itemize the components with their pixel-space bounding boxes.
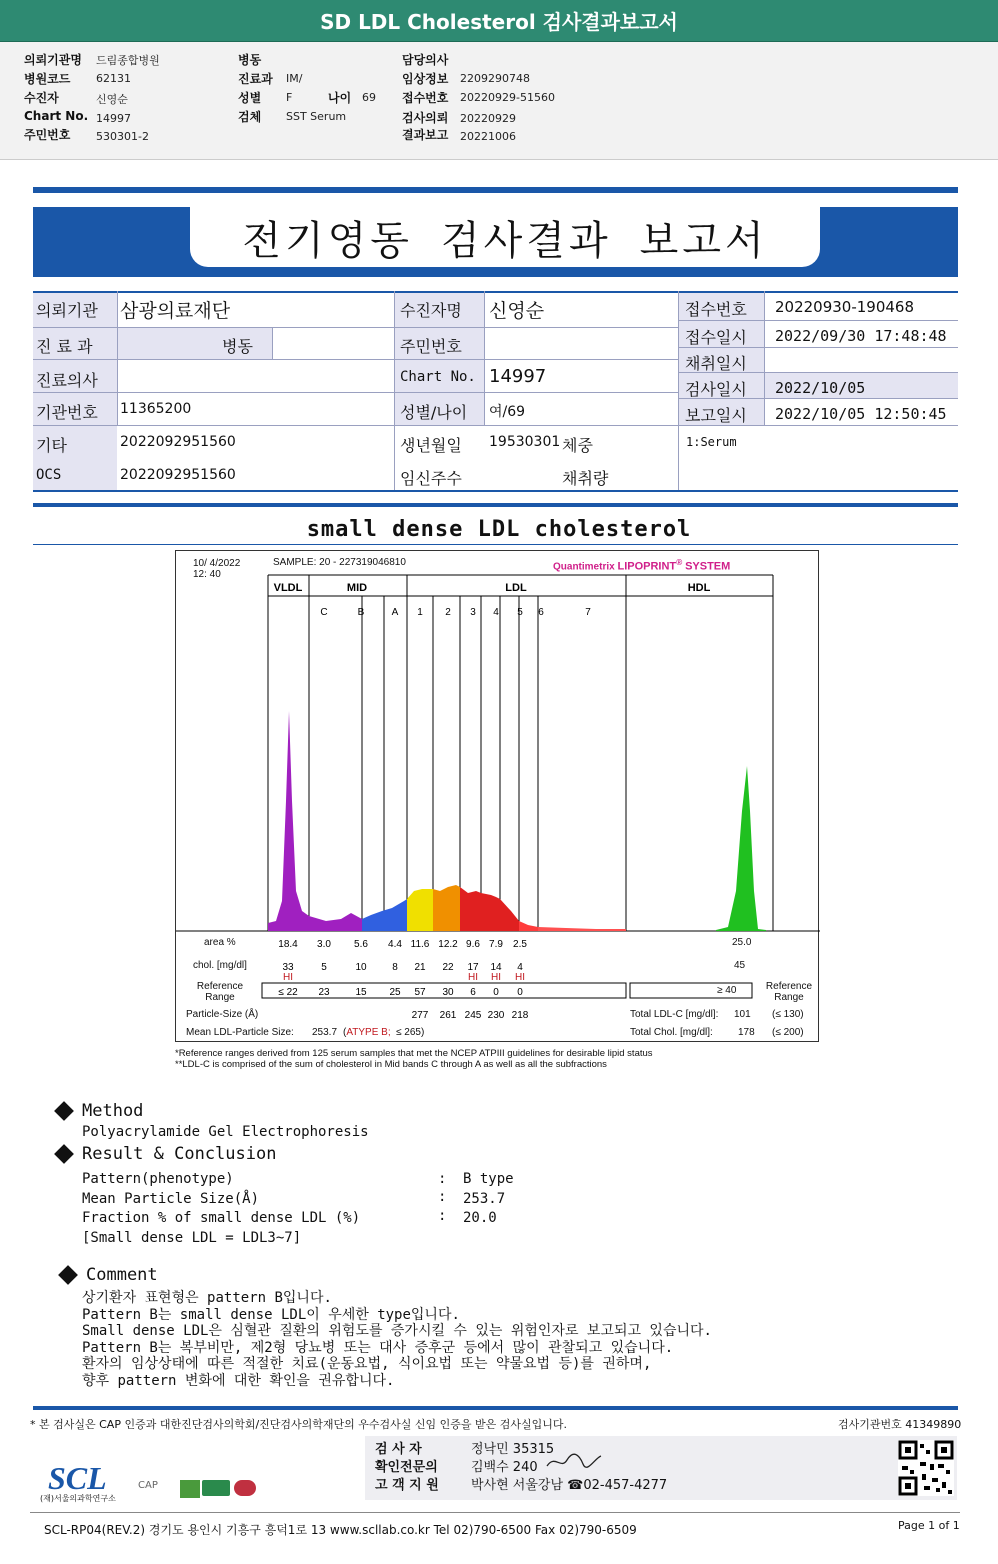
rcpt-no-value: 20220930-190468 [775, 298, 915, 316]
area-value: 3.0 [317, 939, 331, 950]
band-area [500, 899, 519, 931]
comment-line: Pattern B는 small dense LDL이 우세한 type입니다. [82, 1307, 460, 1323]
dob-label: 생년월일 [400, 436, 462, 455]
particle-size: 261 [439, 1010, 457, 1021]
electrophoresis-chart [175, 550, 819, 1042]
dept-label: 진 료 과 [36, 337, 93, 356]
info-label: 주민번호 [24, 128, 71, 142]
total-chol-label: Total Chol. [mg/dl]: [630, 1027, 713, 1038]
cert-logo-icon [234, 1480, 256, 1496]
chol-value: 10 [355, 962, 367, 973]
ref-value: 57 [414, 987, 426, 998]
total-ldl-label: Total LDL-C [mg/dl]: [630, 1009, 719, 1020]
info-value: 14997 [96, 112, 131, 125]
area-value: 4.4 [388, 939, 402, 950]
result-colon: : [438, 1189, 447, 1205]
reviewer-label: 확인전문의 [375, 1460, 438, 1475]
lab-logo-subtitle: (재)서울의과학연구소 [40, 1494, 116, 1503]
ref-value: ≤ 22 [278, 987, 298, 998]
info-value: 20221006 [460, 130, 516, 143]
result-value: 253.7 [463, 1191, 506, 1207]
comment-line: 상기환자 표현형은 pattern B입니다. [82, 1290, 332, 1306]
support-value: 박사현 서울강남 ☎02-457-4277 [471, 1478, 668, 1493]
inst-no-value: 11365200 [120, 401, 192, 417]
band-area [538, 927, 626, 931]
area-label: area % [204, 937, 236, 948]
method-title: Method [82, 1101, 144, 1121]
cert-note: * 본 검사실은 CAP 인증과 대한진단검사의학회/진단검사의학재단의 우수검사실 신임 인증을 받은 검사실입니다. [30, 1418, 568, 1431]
chart-plot [176, 551, 820, 1043]
info-value: 드림종합병원 [96, 54, 160, 67]
info-label: 수진자 [24, 91, 59, 105]
signature-icon [543, 1450, 603, 1472]
band-label: C [320, 607, 328, 618]
method-text: Polyacrylamide Gel Electrophoresis [82, 1124, 369, 1140]
band-label: A [391, 607, 399, 618]
report-title: 전기영동 검사결과 보고서 [190, 207, 820, 267]
group-label: VLDL [273, 582, 303, 594]
institution-value: 삼광의료재단 [120, 300, 231, 322]
mean-ref: ≤ 265) [396, 1027, 425, 1038]
chart-date: 10/ 4/2022 [193, 558, 241, 569]
ref-value: 25 [389, 987, 401, 998]
bullet-icon [54, 1101, 74, 1121]
hdl-ref: ≥ 40 [717, 985, 737, 996]
info-label: 진료과 [238, 72, 273, 86]
divider [33, 187, 958, 193]
info-value: SST Serum [286, 110, 347, 123]
hdl-area: 25.0 [732, 937, 752, 948]
hi-flag: HI [283, 972, 293, 983]
particle-size: 218 [511, 1010, 529, 1021]
patient-value: 신영순 [489, 300, 545, 322]
band-label: 4 [493, 607, 499, 618]
band-label: 6 [538, 607, 544, 618]
preg-label: 임신주수 [400, 469, 462, 488]
report-dt-label: 보고일시 [685, 406, 747, 425]
particle-size: 230 [487, 1010, 505, 1021]
info-value: 530301-2 [96, 130, 149, 143]
chol-label: chol. [mg/dl] [193, 960, 247, 971]
cert-logo-icon [202, 1480, 230, 1496]
rcpt-dt-value: 2022/09/30 17:48:48 [775, 327, 947, 345]
brand-right: LIPOPRINT [617, 560, 677, 573]
ref-label: Reference Range [196, 981, 244, 1003]
band-label: 7 [585, 607, 591, 618]
ref-value: 0 [517, 987, 523, 998]
chart-time: 12: 40 [193, 569, 221, 580]
chol-value: 8 [392, 962, 398, 973]
test-dt-value: 2022/10/05 [775, 379, 866, 397]
band-label: 3 [470, 607, 476, 618]
chol-value: 22 [442, 962, 454, 973]
inst-no-label: 기관번호 [36, 403, 98, 422]
result-key: Fraction % of small dense LDL (%) [82, 1210, 361, 1226]
lab-logo: SCL [48, 1460, 107, 1496]
area-value: 12.2 [438, 939, 458, 950]
mean-type: (ATYPE B; [343, 1027, 391, 1038]
info-label: 담당의사 [402, 53, 449, 67]
chart-footnote: *Reference ranges derived from 125 serum samples that met the NCEP ATPIII guidelines for desirable lipid status [175, 1048, 653, 1059]
col-line [272, 327, 273, 359]
particle-label: Particle-Size (Å) [186, 1009, 259, 1020]
result-title: Result & Conclusion [82, 1144, 277, 1164]
info-label: Chart No. [24, 109, 89, 123]
patient-label: 수진자명 [400, 301, 462, 320]
band-label: 5 [517, 607, 523, 618]
chol-value: 14 [490, 962, 502, 973]
divider [33, 503, 958, 507]
specimen-value: 1:Serum [686, 435, 737, 449]
info-label: 나이 [328, 91, 352, 105]
band-label: 2 [445, 607, 451, 618]
particle-size: 245 [464, 1010, 482, 1021]
col-line [678, 291, 679, 490]
ref-right-label: Reference Range [765, 981, 813, 1003]
band-area [460, 887, 481, 931]
comment-line: Pattern B는 복부비만, 제2형 당뇨병 또는 대사 증후군 등에서 많이 관찰되고 있습니다. [82, 1340, 674, 1356]
rcpt-dt-label: 접수일시 [685, 328, 747, 347]
row-line [33, 490, 958, 492]
area-value: 18.4 [278, 939, 298, 950]
band-label: B [357, 607, 365, 618]
comment-line: 향후 pattern 변화에 대한 확인을 권유합니다. [82, 1373, 395, 1389]
area-value: 11.6 [410, 939, 430, 950]
band-area [716, 766, 766, 931]
result-value: B type [463, 1171, 514, 1187]
brand-tail: SYSTEM [685, 560, 731, 573]
rcpt-no-label: 접수번호 [685, 300, 747, 319]
ref-value: 23 [318, 987, 330, 998]
section-title: small dense LDL cholesterol [306, 517, 692, 542]
reviewer-value: 김백수 240 [471, 1460, 538, 1475]
group-label: LDL [505, 582, 527, 594]
brand-left: Quantimetrix [553, 561, 615, 573]
request-info-panel [0, 42, 998, 160]
tester-label: 검 사 자 [375, 1442, 422, 1457]
lab-number: 검사기관번호 41349890 [838, 1418, 962, 1431]
ref-value: 0 [493, 987, 499, 998]
info-label: 접수번호 [402, 91, 449, 105]
area-value: 9.6 [466, 939, 480, 950]
mean-label: Mean LDL-Particle Size: [186, 1027, 294, 1038]
coll-dt-label: 채취일시 [685, 354, 747, 373]
chol-value: 17 [467, 962, 479, 973]
report-dt-value: 2022/10/05 12:50:45 [775, 405, 947, 423]
sexage-label: 성별/나이 [400, 403, 468, 422]
chart-footnote: **LDL-C is comprised of the sum of cholesterol in Mid bands C through A as well as all the subfractions [175, 1059, 607, 1070]
ocs-label: OCS [36, 467, 62, 483]
particle-size: 277 [411, 1010, 429, 1021]
band-area [407, 889, 433, 931]
col-line [484, 291, 485, 425]
etc-label: 기타 [36, 436, 67, 455]
hdl-chol: 45 [734, 960, 746, 971]
result-key: Mean Particle Size(Å) [82, 1191, 260, 1207]
chol-value: 33 [282, 962, 294, 973]
row-line [33, 392, 678, 393]
result-note: [Small dense LDL = LDL3~7] [82, 1230, 302, 1246]
signature-panel [365, 1436, 957, 1500]
band-area [309, 913, 362, 931]
info-label: 의뢰기관명 [24, 53, 82, 67]
chol-value: 5 [321, 962, 327, 973]
dept-value: 병동 [222, 337, 253, 356]
brand-reg: ® [676, 557, 683, 567]
divider [33, 544, 958, 545]
qr-code-icon [898, 1440, 954, 1496]
info-label: 병동 [238, 53, 262, 67]
lab-address: SCL-RP04(REV.2) 경기도 용인시 기흥구 흥덕1로 13 www.scllab.co.kr Tel 02)790-6500 Fax 02)790-6509 [44, 1523, 637, 1537]
info-value: 20220929-51560 [460, 91, 555, 104]
support-label: 고 객 지 원 [375, 1478, 439, 1493]
band-area [481, 893, 500, 931]
mean-type-text: ATYPE B; [346, 1027, 391, 1038]
col-line [394, 291, 395, 490]
comment-title: Comment [86, 1265, 158, 1285]
rrn-label: 주민번호 [400, 337, 462, 356]
ocs-value: 2022092951560 [120, 467, 236, 483]
etc-value: 2022092951560 [120, 434, 236, 450]
page-number: Page 1 of 1 [898, 1519, 960, 1532]
area-value: 2.5 [513, 939, 527, 950]
row-line [33, 359, 678, 360]
band-label: 1 [417, 607, 423, 618]
result-colon: : [438, 1208, 447, 1224]
col-line [764, 291, 765, 425]
result-key: Pattern(phenotype) [82, 1171, 234, 1187]
hi-flag: HI [491, 972, 501, 983]
info-label: 병원코드 [24, 72, 71, 86]
col-line [117, 291, 118, 425]
hi-flag: HI [468, 972, 478, 983]
group-label: HDL [687, 582, 711, 594]
row-line [33, 291, 958, 293]
info-value: IM/ [286, 72, 303, 85]
ref-value: 15 [355, 987, 367, 998]
chol-value: 21 [414, 962, 426, 973]
bullet-icon [58, 1265, 78, 1285]
info-label: 검사의뢰 [402, 111, 449, 125]
result-colon: : [438, 1171, 447, 1187]
test-dt-label: 검사일시 [685, 380, 747, 399]
band-area [519, 921, 538, 931]
info-label: 검체 [238, 110, 262, 124]
mean-value: 253.7 [312, 1027, 338, 1038]
info-value: 20220929 [460, 112, 516, 125]
tester-value: 정낙민 35315 [471, 1442, 555, 1457]
info-label: 성별 [238, 91, 262, 105]
hi-flag: HI [515, 972, 525, 983]
weight-label: 체중 [562, 436, 593, 455]
divider [30, 1512, 960, 1513]
chol-value: 4 [517, 962, 523, 973]
result-value: 20.0 [463, 1210, 497, 1226]
total-chol-value: 178 [738, 1027, 755, 1038]
comment-line: Small dense LDL은 심혈관 질환의 위험도를 증가시킬 수 있는 위험인자로 보고되고 있습니다. [82, 1323, 712, 1339]
info-value: 69 [362, 91, 376, 104]
row-line [33, 425, 958, 426]
info-label: 결과보고 [402, 128, 449, 142]
bullet-icon [54, 1144, 74, 1164]
sexage-value: 여/69 [489, 404, 526, 420]
report-header-title: SD LDL Cholesterol 검사결과보고서 [0, 0, 998, 42]
total-ldl-value: 101 [734, 1009, 751, 1020]
info-value: 2209290748 [460, 72, 530, 85]
dob-value: 19530301 [489, 434, 561, 450]
info-value: 62131 [96, 72, 131, 85]
info-label: 임상정보 [402, 72, 449, 86]
cap-logo: CAP [138, 1480, 158, 1491]
chart-value: 14997 [489, 366, 547, 387]
cert-logo-icon [180, 1480, 200, 1498]
info-value: 신영순 [96, 93, 128, 106]
row-line [678, 320, 958, 321]
area-value: 7.9 [489, 939, 503, 950]
ref-value: 6 [470, 987, 476, 998]
volume-label: 채취량 [562, 469, 609, 488]
row-line [33, 327, 678, 328]
group-label: MID [346, 582, 368, 594]
total-ldl-ref: (≤ 130) [772, 1009, 804, 1020]
institution-label: 의뢰기관 [36, 301, 98, 320]
doctor-label: 진료의사 [36, 371, 98, 390]
chart-label: Chart No. [400, 369, 476, 385]
chart-sample: SAMPLE: 20 - 227319046810 [273, 557, 406, 568]
ref-value: 30 [442, 987, 454, 998]
comment-line: 환자의 임상상태에 따른 적절한 치료(운동요법, 식이요법 또는 약물요법 등)를 권하며, [82, 1356, 652, 1372]
area-value: 5.6 [354, 939, 368, 950]
info-value: F [286, 91, 293, 104]
divider [33, 1406, 958, 1410]
total-chol-ref: (≤ 200) [772, 1027, 804, 1038]
band-area [268, 711, 309, 931]
band-area [433, 885, 460, 931]
